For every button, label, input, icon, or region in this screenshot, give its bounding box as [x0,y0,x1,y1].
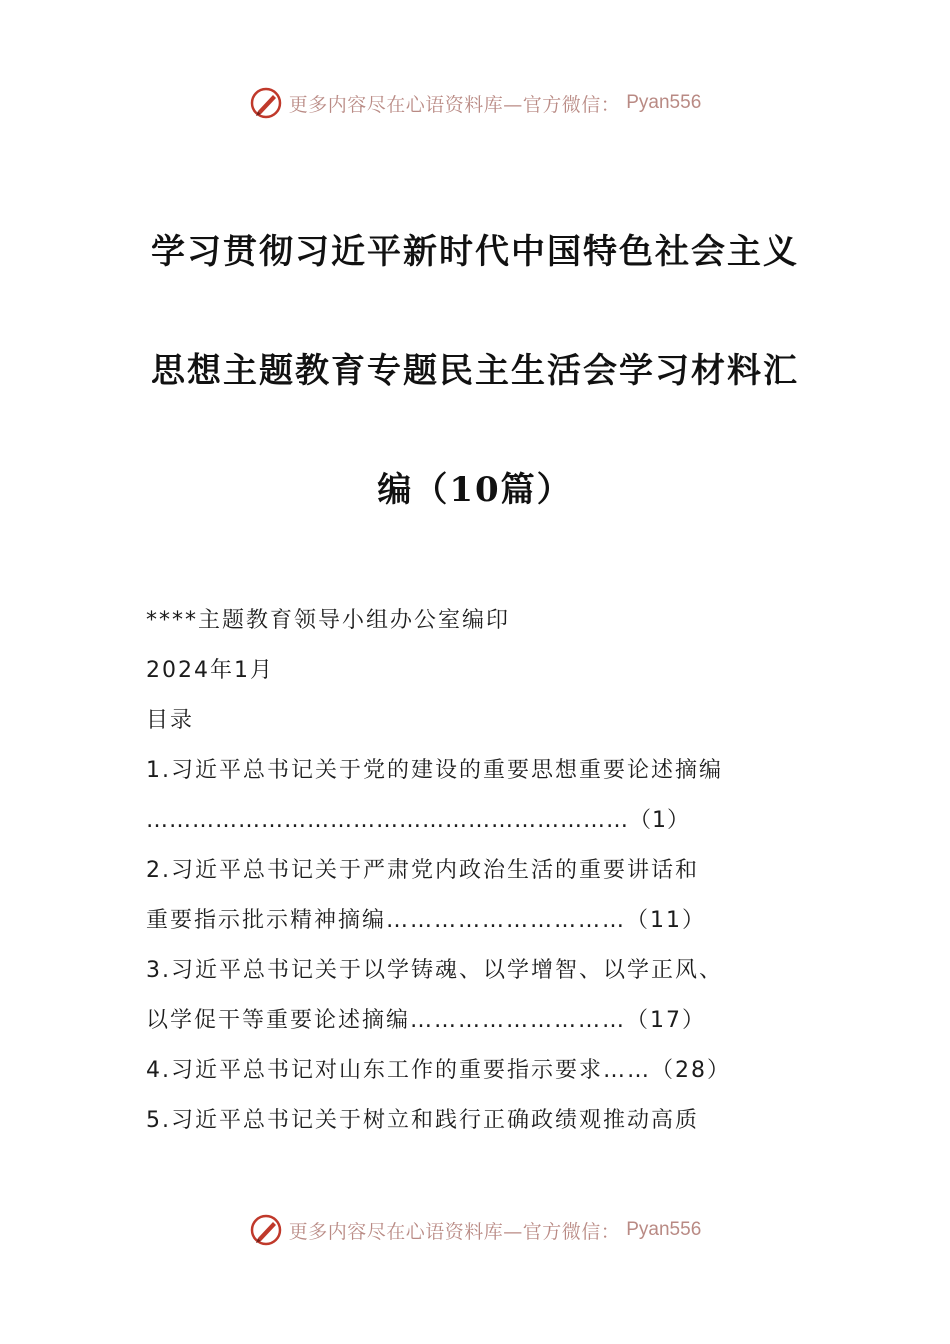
watermark-header [0,86,950,120]
toc-item-4-line-1[interactable]: 4.习近平总书记对山东工作的重要指示要求……（28） [146,1058,731,1083]
toc-item-5-line-1[interactable]: 5.习近平总书记关于树立和践行正确政绩观推动高质 [146,1108,699,1133]
watermark-text: 更多内容尽在心语资料库—官方微信： [288,93,621,116]
toc-item-3-line-1[interactable]: 3.习近平总书记关于以学铸魂、以学增智、以学正风、 [146,958,723,983]
date-line: 2024年1月 [146,658,274,683]
watermark-wechat-id: Pyan556 [626,1219,702,1240]
toc-item-1-line-1[interactable]: 1.习近平总书记关于党的建设的重要思想重要论述摘编 [146,758,723,783]
pen-logo-icon [249,1213,283,1247]
publisher-line: ****主题教育领导小组办公室编印 [146,608,511,633]
toc-heading: 目录 [146,708,195,733]
toc-item-3-line-2[interactable]: 以学促干等重要论述摘编………………………（17） [146,1008,706,1033]
toc-item-2-line-2[interactable]: 重要指示批示精神摘编…………………………（11） [146,908,706,933]
document-title-line-3: 编（10篇） [377,470,573,510]
pen-logo-icon [249,86,283,120]
toc-item-1-line-2[interactable]: ………………………………………………………（1） [146,808,690,833]
toc-item-2-line-1[interactable]: 2.习近平总书记关于严肃党内政治生活的重要讲话和 [146,858,699,883]
document-title-line-1: 学习贯彻习近平新时代中国特色社会主义 [151,232,799,272]
document-title-line-2: 思想主题教育专题民主生活会学习材料汇 [151,351,799,391]
watermark-footer [0,1213,950,1247]
watermark-text: 更多内容尽在心语资料库—官方微信： [288,1220,621,1243]
watermark-wechat-id: Pyan556 [626,92,702,113]
